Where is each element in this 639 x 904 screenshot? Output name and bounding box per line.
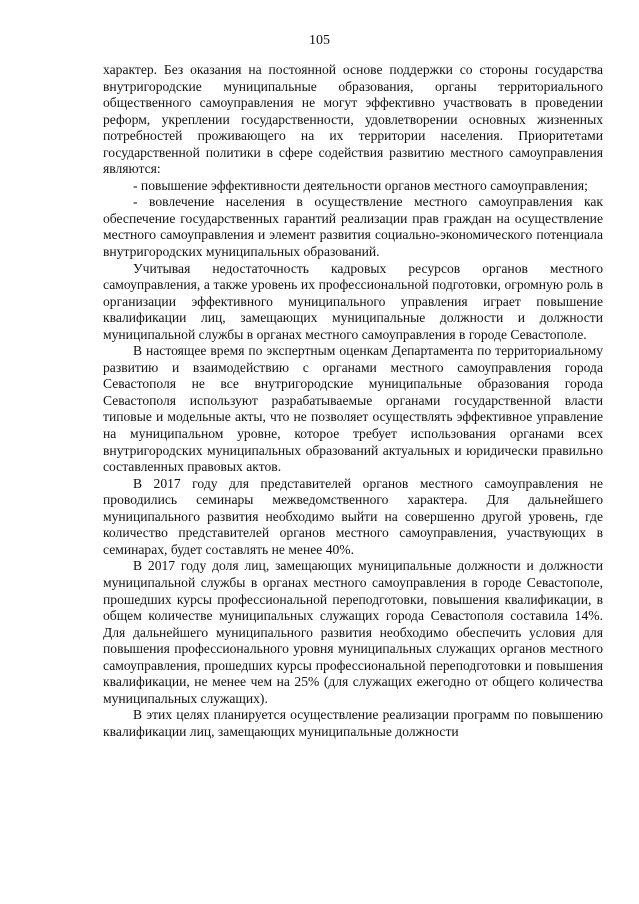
paragraph-planned-programs: В этих целях планируется осуществление реализации программ по повышению квалификации лиц, замещающих муниципальные должности xyxy=(103,707,603,739)
page-number: 105 xyxy=(309,33,330,48)
paragraph-expert-assessment: В настоящее время по экспертным оценкам Департамента по территориальному развитию и взаимодействию с органами местного самоуправления города Севастополя не все внутригородские муниципальные образования города Севастополя используют разрабатываемые органами государственной власти типовые и модельные акты, что не позволяет осуществлять эффективное управление на муниципальном уровне, которое требует использования органами всех внутригородских муниципальных образований актуальных и юридически правильно составленных правовых актов. xyxy=(103,343,603,475)
paragraph-intro-continuation: характер. Без оказания на постоянной основе поддержки со стороны государства внутригородские муниципальные образования, органы территориального общественного самоуправления не могут эффективно участвовать в проведении реформ, укреплении государственности, удовлетворении основных жизненных потребностей проживающего на их территории населения. Приоритетами государственной политики в сфере содействия развитию местного самоуправления являются: xyxy=(103,62,603,177)
document-body xyxy=(103,62,603,740)
list-item-efficiency: - повышение эффективности деятельности органов местного самоуправления; xyxy=(133,177,588,193)
paragraph-seminars-2017: В 2017 году для представителей органов местного самоуправления не проводились семинары межведомственного характера. Для дальнейшего муниципального развития необходимо выйти на совершенно другой уровень, где количество представителей органов местного самоуправления, участвующих в семинарах, будет составлять не менее 40%. xyxy=(103,475,603,557)
list-item-involvement: - вовлечение населения в осуществление местного самоуправления как обеспечение государственных гарантий реализации прав граждан на осуществление местного самоуправления и элемент развития социально-экономического потенциала внутригородских муниципальных образований. xyxy=(103,194,603,260)
paragraph-qualification-2017: В 2017 году доля лиц, замещающих муниципальные должности и должности муниципальной службы в органах местного самоуправления в городе Севастополе, прошедших курсы профессиональной переподготовки, повышения квалификации, в общем количестве муниципальных служащих города Севастополя составила 14%. Для дальнейшего муниципального развития необходимо обеспечить условия для повышения профессионального уровня муниципальных служащих органов местного самоуправления, прошедших курсы профессиональной переподготовки и повышения квалификации, не менее чем на 25% (для служащих ежегодно от общего количества муниципальных служащих). xyxy=(103,558,603,706)
paragraph-staff-training: Учитывая недостаточность кадровых ресурсов органов местного самоуправления, а также уровень их профессиональной подготовки, огромную роль в организации эффективного муниципального управления играет повышение квалификации лиц, замещающих муниципальные должности и должности муниципальной службы в органах местного самоуправления в городе Севастополе. xyxy=(103,260,603,342)
